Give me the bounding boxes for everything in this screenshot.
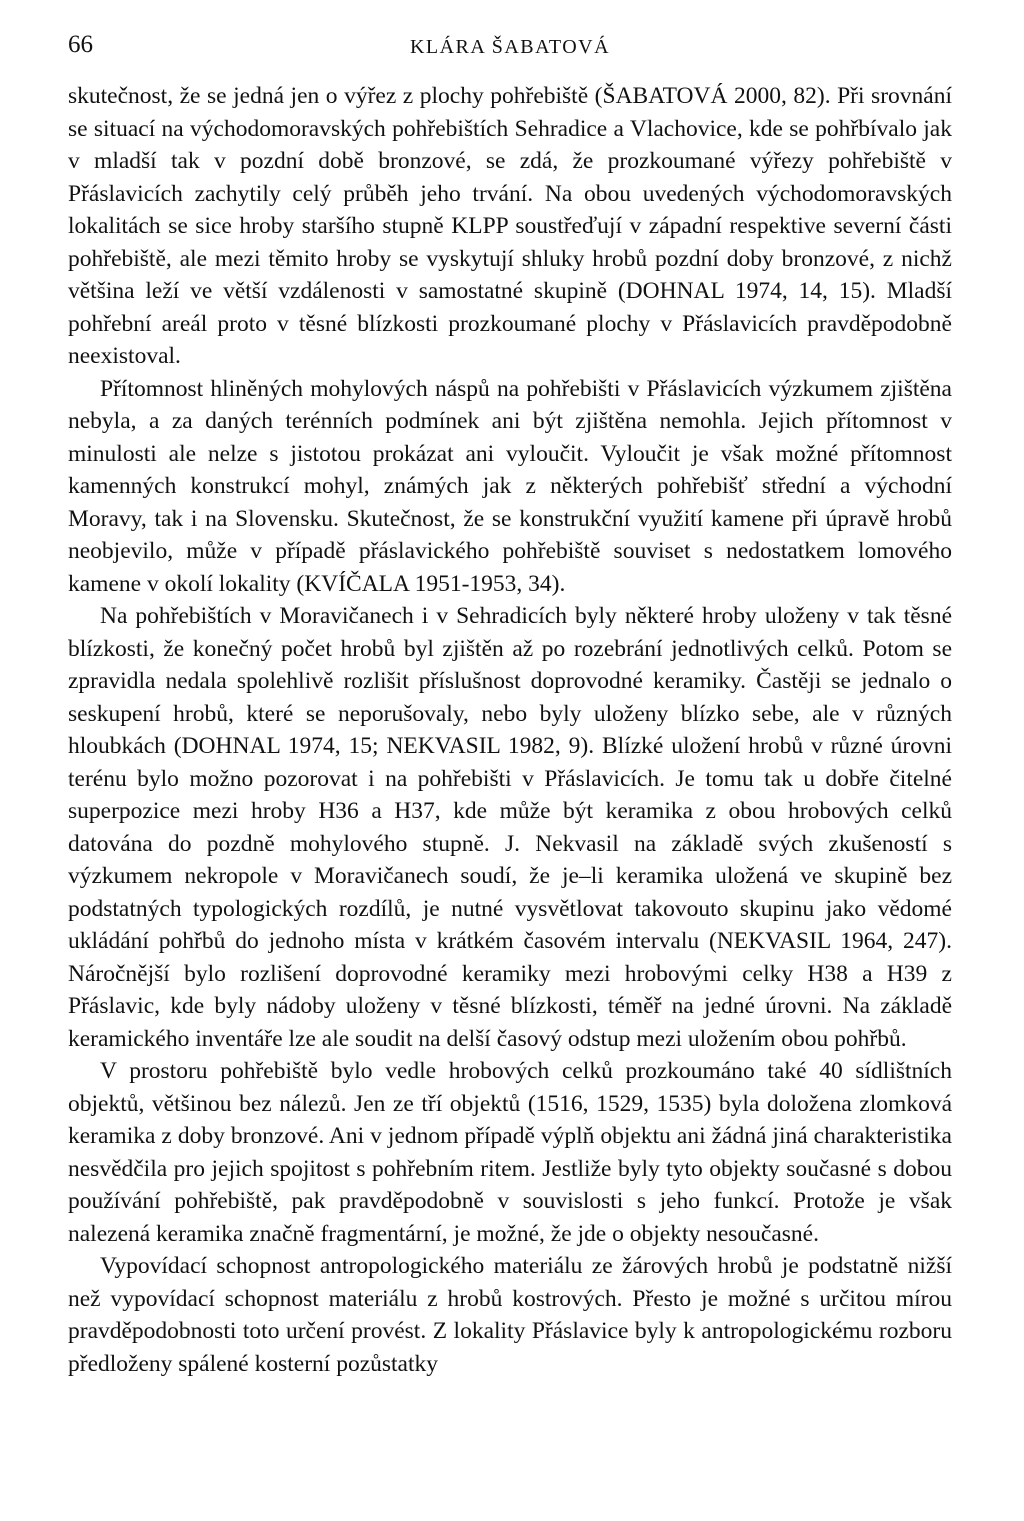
page-number: 66	[68, 31, 93, 58]
paragraph: Na pohřebištích v Moravičanech i v Sehradicích byly některé hroby uloženy v tak těsné blízkosti, že konečný počet hrobů byl zjištěn až po rozebrání jednotlivých celků. Potom se zpravidla nedala spolehlivě rozlišit příslušnost doprovodné keramiky. Častěji se jednalo o seskupení hrobů, které se neporušovaly, nebo byly uloženy blízko sebe, ale v různých hloubkách (DOHNAL 1974, 15; NEKVASIL 1982, 9). Blízké uložení hrobů v různé úrovni terénu bylo možno pozorovat i na pohřebišti v Přáslavicích. Je tomu tak u dobře čitelné superpozice mezi hroby H36 a H37, kde může být keramika z obou hrobových celků datována do pozdně mohylového stupně. J. Nekvasil na základě svých zkušeností s výzkumem nekropole v Moravičanech soudí, že je–li keramika uložená ve skupině bez podstatných typologických rozdílů, je nutné vysvětlovat takovouto skupinu jako vědomé ukládání pohřbů do jednoho místa v krátkém časovém intervalu (NEKVASIL 1964, 247). Náročnější bylo rozlišení doprovodné keramiky mezi hrobovými celky H38 a H39 z Přáslavic, kde byly nádoby uloženy v těsné blízkosti, téměř na jedné úrovni. Na základě keramického inventáře lze ale soudit na delší časový odstup mezi uložením obou pohřbů.	[68, 603, 952, 1052]
paragraph-continuation: skutečnost, že se jedná jen o výřez z plochy pohřebiště (ŠABATOVÁ 2000, 82). Při srovnání se situací na východomoravských pohřebištích Sehradice a Vlachovice, kde se pohřbívalo jak v mladší tak v pozdní době bronzové, se zdá, že prozkoumané výřezy pohřebiště v Přáslavicích zachytily celý průběh jeho trvání. Na obou uvedených východomoravských lokalitách se sice hroby staršího stupně KLPP soustřeďují v západní respektive severní části pohřebiště, ale mezi těmito hroby se vyskytují shluky hrobů pozdní doby bronzové, z nichž většina leží ve větší vzdálenosti v samostatné skupině (DOHNAL 1974, 14, 15). Mladší pohřební areál proto v těsné blízkosti prozkoumané plochy v Přáslavicích pravděpodobně neexistoval.	[68, 83, 952, 369]
running-head-author: KLÁRA ŠABATOVÁ	[409, 36, 611, 58]
paragraph: Vypovídací schopnost antropologického materiálu ze žárových hrobů je podstatně nižší než vypovídací schopnost materiálu z hrobů kostrových. Přesto je možné s určitou mírou pravděpodobnosti toto určení provést. Z lokality Přáslavice byly k antropologickému rozboru předloženy spálené kosterní pozůstatky	[68, 1253, 952, 1377]
body-text	[68, 80, 952, 1380]
paragraph: V prostoru pohřebiště bylo vedle hrobových celků prozkoumáno také 40 sídlištních objektů, většinou bez nálezů. Jen ze tří objektů (1516, 1529, 1535) byla doložena zlomková keramika z doby bronzové. Ani v jednom případě výplň objektu ani žádná jiná charakteristika nesvědčila pro jejich spojitost s pohřebním ritem. Jestliže byly tyto objekty současné s dobou používání pohřebiště, pak pravděpodobně v souvislosti s jeho funkcí. Protože je však nalezená keramika značně fragmentární, je možné, že jde o objekty nesoučasné.	[68, 1058, 952, 1247]
paragraph: Přítomnost hliněných mohylových náspů na pohřebišti v Přáslavicích výzkumem zjištěna nebyla, a za daných terénních podmínek ani být zjištěna nemohla. Jejich přítomnost v minulosti ale nelze s jistotou prokázat ani vyloučit. Vyloučit je však možné přítomnost kamenných konstrukcí mohyl, známých jak z některých pohřebišť střední a východní Moravy, tak i na Slovensku. Skutečnost, že se konstrukční využití kamene při úpravě hrobů neobjevilo, může v případě přáslavického pohřebiště souviset s nedostatkem lomového kamene v okolí lokality (KVÍČALA 1951-1953, 34).	[68, 375, 952, 597]
document-page	[68, 30, 952, 1380]
page-header	[68, 30, 952, 70]
